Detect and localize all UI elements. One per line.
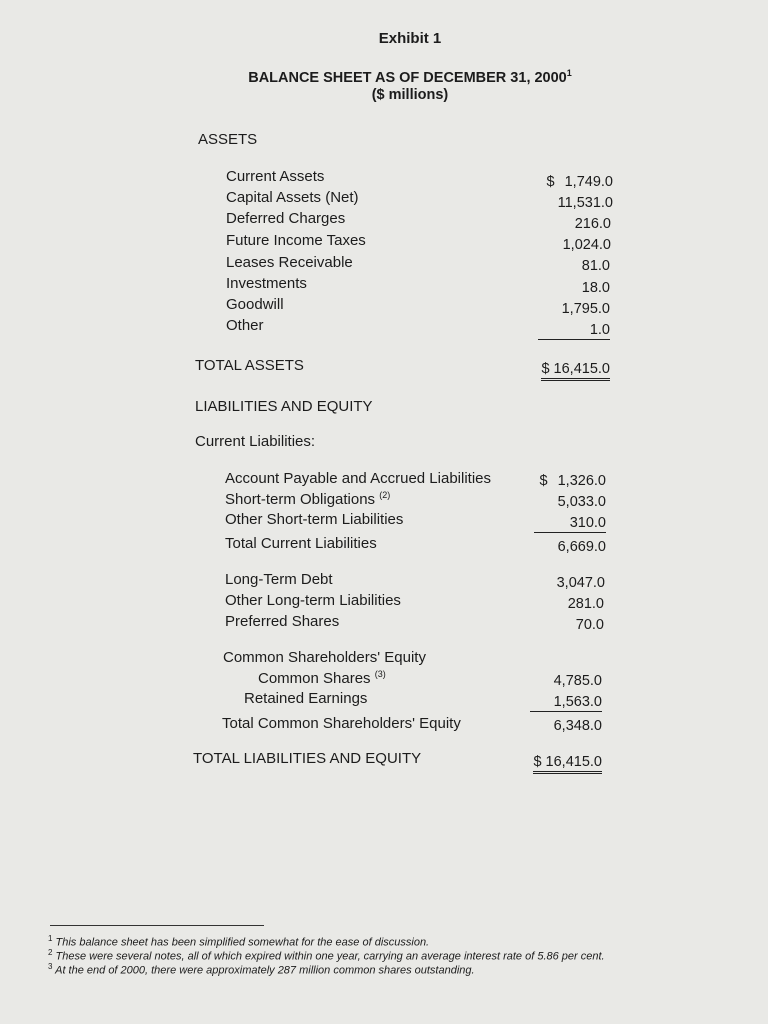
footnote-mark: (3)	[374, 669, 386, 679]
asset-label: Future Income Taxes	[226, 232, 366, 249]
asset-label: Other	[226, 317, 264, 334]
asset-value: $ 1,749.0	[546, 174, 613, 190]
liability-value: 3,047.0	[556, 575, 605, 591]
asset-label: Leases Receivable	[226, 254, 353, 271]
asset-label: Goodwill	[226, 296, 284, 313]
exhibit-label: Exhibit 1	[378, 30, 442, 47]
asset-label: Current Assets	[226, 168, 325, 185]
asset-label: Deferred Charges	[226, 210, 346, 227]
liability-label: Short-term Obligations $^{(2)}$	[225, 490, 391, 508]
equity-value: 1,563.0	[528, 694, 602, 712]
footnote: $^1$ This balance sheet has been simplified somewhat for the ease of discussion.	[48, 934, 430, 949]
liability-label: Account Payable and Accrued Liabilities	[225, 470, 492, 487]
total-assets-label: TOTAL ASSETS	[195, 357, 304, 374]
asset-value: 1,795.0	[561, 301, 610, 317]
asset-label: Investments	[226, 275, 307, 292]
current-liabilities-heading: Current Liabilities:	[195, 433, 316, 450]
liability-value: 281.0	[567, 596, 604, 612]
total-assets-value: $ 16,415.0	[536, 361, 610, 377]
equity-heading: Common Shareholders' Equity	[223, 649, 426, 666]
equity-label: Retained Earnings	[244, 690, 368, 707]
page-title: BALANCE SHEET AS OF DECEMBER 31, 2000$^1$	[248, 68, 572, 86]
asset-value: 1,024.0	[562, 237, 611, 253]
liability-label: Preferred Shares	[225, 613, 340, 630]
total-equity-label: Total Common Shareholders' Equity	[222, 715, 461, 732]
liability-value: $ 1,326.0	[539, 473, 606, 489]
equity-label: Common Shares $^{(3)}$	[258, 669, 386, 687]
liability-label: Long-Term Debt	[225, 571, 333, 588]
total-current-liabilities-label: Total Current Liabilities	[225, 535, 377, 552]
footnote-mark: (2)	[379, 490, 391, 500]
liability-label: Other Long-term Liabilities	[225, 592, 401, 609]
liability-label: Other Short-term Liabilities	[225, 511, 404, 528]
total-liabilities-label: TOTAL LIABILITIES AND EQUITY	[193, 750, 422, 767]
asset-value: 216.0	[574, 216, 611, 232]
total-current-liabilities-value: 6,669.0	[557, 539, 606, 555]
footnote: $^2$ These were several notes, all of which expired within one year, carrying an average interest rate of 5.86 per cent.	[48, 948, 605, 963]
total-liabilities-value: $ 16,415.0	[530, 754, 602, 770]
liability-value: 70.0	[575, 617, 604, 633]
total-equity-value: 6,348.0	[553, 718, 602, 734]
footnote: $^3$ At the end of 2000, there were approximately 287 million common shares outstanding.	[48, 962, 475, 977]
page-subtitle: ($ millions)	[371, 87, 449, 103]
title-footnote-mark: 1	[566, 68, 572, 78]
footnote-divider	[50, 925, 264, 926]
liability-value: 310.0	[534, 515, 606, 533]
asset-value: 18.0	[581, 280, 610, 296]
assets-heading: ASSETS	[198, 131, 258, 148]
asset-value: 81.0	[581, 258, 610, 274]
liabilities-heading: LIABILITIES AND EQUITY	[195, 398, 373, 415]
equity-value: 4,785.0	[553, 673, 602, 689]
asset-label: Capital Assets (Net)	[226, 189, 359, 206]
asset-value: 1.0	[538, 322, 610, 340]
asset-value: 11,531.0	[557, 195, 613, 211]
liability-value: 5,033.0	[557, 494, 606, 510]
